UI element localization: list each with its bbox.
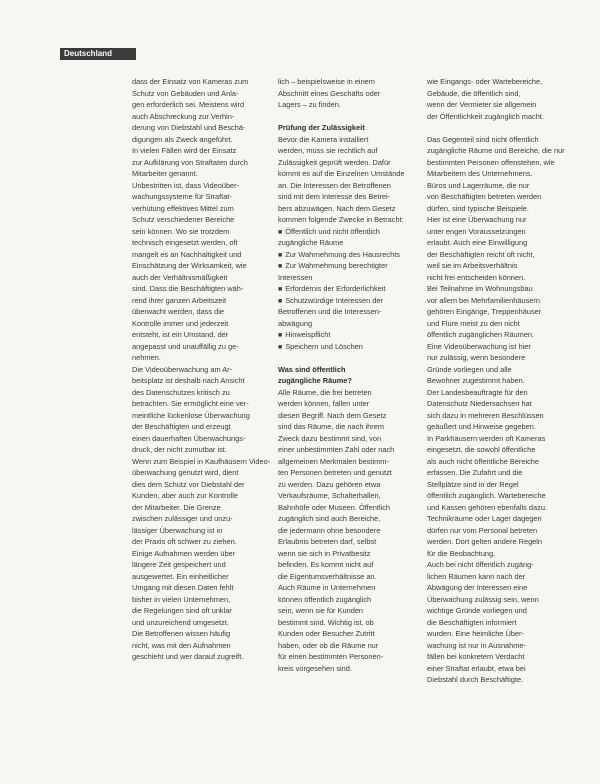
text-line: entsteht, ist ein Umstand, der xyxy=(132,330,229,339)
text-line: Bewohner zugestimmt haben. xyxy=(427,376,525,385)
text-line: der Beschäftigten und erzeugt xyxy=(132,422,231,431)
text-line: Kunden oder Besucher Zutritt xyxy=(278,629,375,638)
text-line: Abschnitt eines Geschäfts oder xyxy=(278,88,381,98)
text-line: Gebäude, die öffentlich sind, xyxy=(427,88,521,98)
text-column-1 xyxy=(132,76,282,663)
text-line: zur Aufklärung von Straftaten durch xyxy=(132,157,248,167)
text-line: Umgang mit diesen Daten fehlt xyxy=(132,583,234,592)
text-line: Unbestritten ist, dass Videoüber- xyxy=(132,180,240,190)
text-line: geäußert und Hinweise gegeben. xyxy=(427,422,536,431)
text-line: Interessen xyxy=(278,272,313,282)
text-line: sich dazu in mehreren Beschlüssen xyxy=(427,410,544,420)
text-line: geschieht und wer darauf zugreift. xyxy=(132,652,244,661)
text-line: Mitarbeiter genannt. xyxy=(132,169,198,178)
text-line xyxy=(427,122,577,134)
text-line: dürfen, sind typische Beispiele. xyxy=(427,203,529,213)
text-line: werden können, fallen unter xyxy=(278,399,370,408)
text-line: auch der Verhältnismäßigkeit xyxy=(132,272,228,282)
text-line: zugängliche Räume und Bereiche, die nur xyxy=(427,146,565,155)
text-line: gen erforderlich sei. Meistens wird xyxy=(132,100,245,109)
text-line: einen dauerhaften Überwachungs- xyxy=(132,433,246,443)
text-line: Stellplätze sind in der Regel xyxy=(427,479,519,489)
text-line: Das Gegenteil sind nicht öffentlich xyxy=(427,134,539,144)
text-line: Eine Videoüberwachung ist hier xyxy=(427,341,531,351)
text-line: digungen als Zweck angeführt. xyxy=(132,134,233,144)
text-line: bestimmt sind. Wichtig ist, ob xyxy=(278,617,374,627)
text-line: eingesetzt, die sowohl öffentliche xyxy=(427,445,536,454)
bullet-item: ■ Öffentlich und nicht öffentlich xyxy=(278,226,428,238)
text-line: Alle Räume, die frei betreten xyxy=(278,387,372,397)
bullet-item: ■ Schutzwürdige Interessen der xyxy=(278,295,428,307)
text-line: bers abzuwägen. Nach dem Gesetz xyxy=(278,203,396,213)
text-line: der Praxis oft schwer zu ziehen. xyxy=(132,537,237,546)
text-line: sind mit dem Interesse des Betrei- xyxy=(278,192,391,201)
text-line: Betroffenen und die Interessen- xyxy=(278,307,382,316)
text-line: der Mitarbeiter. Die Grenze xyxy=(132,502,221,512)
text-line: beitsplatz ist deshalb nach Ansicht xyxy=(132,376,245,385)
text-line: öffentlich zugänglichen Räumen. xyxy=(427,330,535,339)
text-line: Überwachung zulässig sein, wenn xyxy=(427,594,539,604)
text-line: nicht frei entscheiden können. xyxy=(427,272,526,282)
text-line: auch Abschreckung zur Verhin- xyxy=(132,111,235,121)
text-line: haben, oder ob die Räume nur xyxy=(278,640,379,650)
text-line: lich – beispielsweise in einem xyxy=(278,77,375,86)
text-line: Einige Aufnahmen werden über xyxy=(132,548,236,558)
text-line: sind. Dass die Beschäftigten wäh- xyxy=(132,284,244,293)
text-line: der Beschäftigten reicht oft nicht, xyxy=(427,249,535,259)
text-line: befinden. Es kommt nicht auf xyxy=(278,560,374,569)
text-line: lässiger Überwachung ist in xyxy=(132,525,223,535)
text-line: In Parkhäusern werden oft Kameras xyxy=(427,433,546,443)
text-line: Kontrolle immer und jederzeit xyxy=(132,318,229,328)
text-line: gehören Eingänge, Treppenhäuser xyxy=(427,307,542,316)
text-line: wachungssysteme für Straftat- xyxy=(132,192,232,201)
text-line: die Beschäftigten informiert xyxy=(427,617,517,627)
text-line: derung von Diebstahl und Beschä- xyxy=(132,123,246,132)
text-line: die Regelungen sind oft unklar xyxy=(132,606,232,615)
text-line: zugängliche Räume xyxy=(278,238,344,247)
text-line: ten Personen betreten und genutzt xyxy=(278,468,392,477)
text-line: unter engen Voraussetzungen xyxy=(427,226,526,236)
text-line: kreis vorgesehen sind. xyxy=(278,663,352,673)
section-tab: Deutschland xyxy=(60,48,136,60)
text-line: Abwägung der Interessen eine xyxy=(427,583,528,592)
text-line: Büros und Lagerräume, die nur xyxy=(427,180,530,190)
text-line: sind das Räume, die nach ihrem xyxy=(278,422,384,431)
text-line: sein, wenn sie für Kunden xyxy=(278,606,364,615)
bullet-item: ■ Zur Wahrnehmung berechtigter xyxy=(278,260,428,272)
text-line: längere Zeit gespeichert und xyxy=(132,560,226,569)
section-heading: Was sind öffentlich xyxy=(278,364,346,374)
section-heading: zugängliche Räume? xyxy=(278,376,352,385)
text-line: nicht, was mit den Aufnahmen xyxy=(132,640,231,650)
text-line: Gründe vorliegen und alle xyxy=(427,364,512,374)
text-line: vor allem bei Mehrfamilienhäusern xyxy=(427,295,540,305)
text-line: werden. Dort gelten andere Regeln xyxy=(427,537,543,546)
text-line: fällen bei konkretem Verdacht xyxy=(427,652,525,661)
text-line: Bei Teilnahme im Wohnungsbau xyxy=(427,284,533,293)
text-line: als auch nicht öffentliche Bereiche xyxy=(427,456,540,466)
text-line: meintliche lückenlose Überwachung xyxy=(132,410,250,420)
text-line: diesen Begriff. Nach dem Gesetz xyxy=(278,410,387,420)
text-line: dürfen nur vom Personal betreten xyxy=(427,525,538,535)
text-line: bestimmten Personen offenstehen, wie xyxy=(427,157,555,167)
text-line: erlaubt. Auch eine Einwilligung xyxy=(427,238,528,247)
text-line: einer Straftat erlaubt, etwa bei xyxy=(427,663,526,673)
bullet-item: ■ Zur Wahrnehmung des Hausrechts xyxy=(278,249,428,261)
text-line: angepasst und unauffällig zu ge- xyxy=(132,341,239,351)
text-line: können öffentlich zugänglich xyxy=(278,594,372,604)
text-line: Bahnhöfe oder Museen. Öffentlich xyxy=(278,502,391,512)
bullet-item: ■ Erfordernis der Erforderlichkeit xyxy=(278,283,428,295)
text-line: der Öffentlichkeit zugänglich macht. xyxy=(427,111,544,121)
text-line: zugänglich sind auch Bereiche, xyxy=(278,514,381,523)
text-line: Die Videoüberwachung am Ar- xyxy=(132,364,233,374)
text-line: bisher in vielen Unternehmen, xyxy=(132,594,231,604)
text-line: wie Eingangs- oder Wartebereiche, xyxy=(427,77,543,86)
text-line: In vielen Fällen wird der Einsatz xyxy=(132,146,237,155)
text-line: Einschätzung der Wirksamkeit, wie xyxy=(132,261,247,270)
text-line: Mitarbeitern des Unternehmens. xyxy=(427,169,533,178)
text-line: Schutz von Gebäuden und Anla- xyxy=(132,88,239,98)
text-line: dass der Einsatz von Kameras zum xyxy=(132,77,249,86)
text-line: sein können. Wo sie trotzdem xyxy=(132,226,230,236)
text-line: ausgewertet. Ein einheitlicher xyxy=(132,571,229,581)
text-line: betrachten. Sie ermöglicht eine ver- xyxy=(132,399,249,408)
text-line: kommt es auf die Einzelnen Umstände xyxy=(278,169,405,178)
text-line: wurden. Eine heimliche Über- xyxy=(427,629,524,638)
text-line: und Flure meist zu den nicht xyxy=(427,318,520,328)
text-line: nur zulässig, wenn besondere xyxy=(427,353,526,362)
text-line xyxy=(278,111,428,123)
text-line: druck, der nicht zumutbar ist. xyxy=(132,445,227,454)
text-line: Wenn zum Beispiel in Kaufhäusern Video- xyxy=(132,456,271,466)
text-line: Technikräume oder Lager dagegen xyxy=(427,514,542,523)
text-line: dies dem Schutz vor Diebstahl der xyxy=(132,479,245,489)
text-line: Zweck dazu bestimmt sind, von xyxy=(278,433,382,443)
text-line: Lagers – zu finden. xyxy=(278,100,341,109)
text-line: Diebstahl durch Beschäftigte. xyxy=(427,675,524,684)
text-line: rend ihrer ganzen Arbeitszeit xyxy=(132,295,227,305)
text-line: und Kassen gehören ebenfalls dazu. xyxy=(427,502,547,512)
text-line: Die Betroffenen wissen häufig xyxy=(132,629,231,638)
text-line: zwischen zulässiger und unzu- xyxy=(132,514,233,523)
text-line: Zulässigkeit geprüft werden. Dafür xyxy=(278,157,391,167)
bullet-item: ■ Hinweispflicht xyxy=(278,329,428,341)
text-line: Erlaubnis betreten darf, selbst xyxy=(278,537,377,546)
text-line: Datenschutz Niedersachsen hat xyxy=(427,399,532,408)
text-line: zu werden. Dazu gehören etwa xyxy=(278,479,381,489)
text-line: überwachung genutzt wird, dient xyxy=(132,468,239,477)
section-heading: Prüfung der Zulässigkeit xyxy=(278,123,365,132)
text-line: Bevor die Kamera installiert xyxy=(278,134,369,144)
text-line: für die Beobachtung. xyxy=(427,548,496,558)
text-line: wichtige Gründe vorliegen und xyxy=(427,606,527,615)
text-line: allgemeinen Merkmalen bestimm- xyxy=(278,456,389,466)
text-line: wenn der Vermieter sie allgemein xyxy=(427,100,537,109)
text-line: von Beschäftigten betreten werden xyxy=(427,192,542,201)
text-line: lichen Räumen kann nach der xyxy=(427,571,526,581)
text-line: und unzureichend umgesetzt. xyxy=(132,617,229,627)
text-line: die Eigentumsverhältnisse an. xyxy=(278,571,377,581)
text-line: weil sie im Arbeitsverhältnis xyxy=(427,261,518,270)
text-line: Verkaufsräume, Schalterhallen, xyxy=(278,491,381,500)
text-line: öffentlich zugänglich. Wartebereiche xyxy=(427,491,546,500)
text-line xyxy=(278,352,428,364)
text-line: kommen folgende Zwecke in Betracht: xyxy=(278,215,404,224)
text-line: des Datenschutzes kritisch zu xyxy=(132,387,230,397)
bullet-item: ■ Speichern und Löschen xyxy=(278,341,428,353)
text-line: verhütung effektives Mittel zum xyxy=(132,203,234,213)
text-column-2 xyxy=(278,76,428,674)
text-line: Schutz verschiedener Bereiche xyxy=(132,215,235,224)
text-line: abwägung xyxy=(278,318,313,328)
text-line: wachung ist nur in Ausnahme- xyxy=(427,640,527,650)
text-line: technisch eingesetzt werden, oft xyxy=(132,238,238,247)
text-column-3 xyxy=(427,76,577,686)
text-line: mangelt es an Nachhaltigkeit und xyxy=(132,249,242,259)
text-line: an. Die Interessen der Betroffenen xyxy=(278,180,391,190)
text-line: einer unbestimmten Zahl oder nach xyxy=(278,445,395,454)
text-line: werden, muss sie rechtlich auf xyxy=(278,146,378,155)
text-line: Kunden, aber auch zur Kontrolle xyxy=(132,491,239,500)
text-line: Hier ist eine Überwachung nur xyxy=(427,215,527,224)
text-line: für einen bestimmten Personen- xyxy=(278,652,384,661)
text-line: Der Landesbeauftragte für den xyxy=(427,387,528,397)
text-line: wenn sie sich in Privatbesitz xyxy=(278,548,371,558)
text-line: überwacht werden, dass die xyxy=(132,307,225,316)
text-line: Auch Räume in Unternehmen xyxy=(278,583,376,592)
text-line: Auch bei nicht öffentlich zugäng- xyxy=(427,560,534,569)
text-line: erfassen. Die Zufahrt und die xyxy=(427,468,523,477)
text-line: die jedermann ohne besondere xyxy=(278,525,381,535)
text-line: nehmen. xyxy=(132,353,161,362)
